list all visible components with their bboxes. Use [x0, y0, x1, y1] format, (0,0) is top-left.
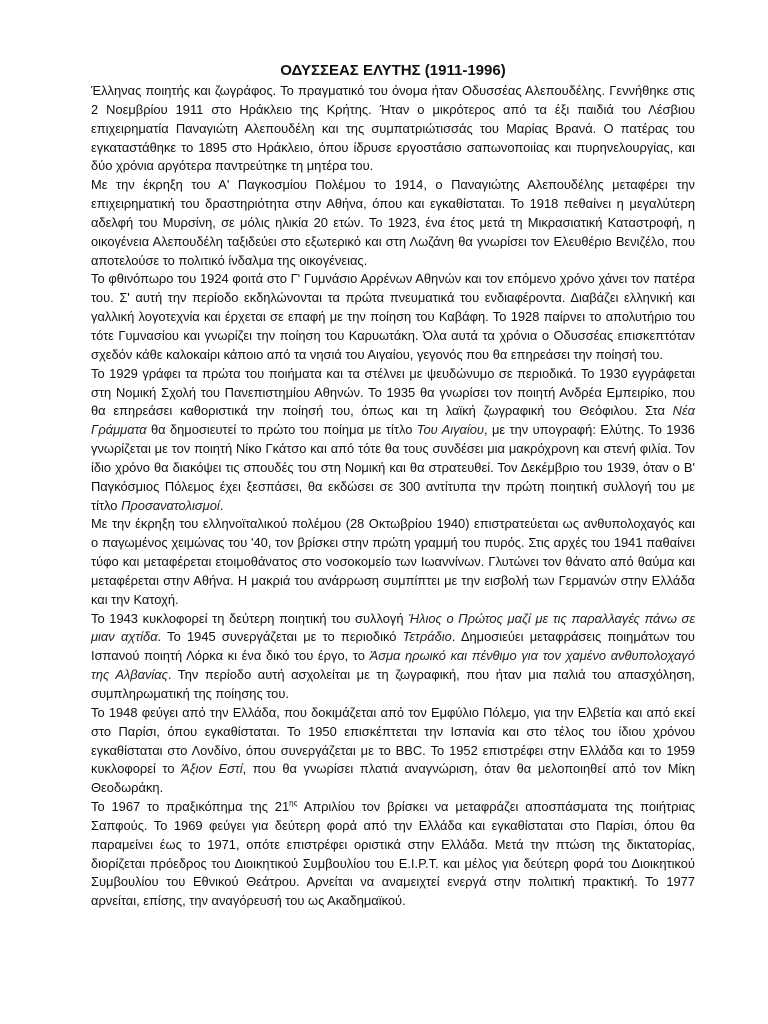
text-run: Το 1948 φεύγει από την Ελλάδα, που δοκιμάζεται από τον Εμφύλιο Πόλεμο, για την Ελβετία και από εκεί στο Παρίσι, όπου εγκαθίσταται. Το 1950 επισκέπτεται την Ισπανία και στο τέλος του ίδιου χρόνου εγκαθίσταται στο Λονδίνο, όπου συνεργάζεται με το BBC. Το 1952 επιστρέφει στην Ελλάδα και το 1959 κυκλοφορεί το: [91, 704, 695, 777]
italic-title: Άξιον Εστί: [181, 761, 243, 777]
text-run: Με την έκρηξη του ελληνοϊταλικού πολέμου (28 Οκτωβρίου 1940) επιστρατεύεται ως ανθυπολοχαγός και ο παγωμένος χειμώνας του '40, τον βρίσκει στην πρώτη γραμμή του πυρός. Στις αρχές του 1941 παθαίνει τύφο και μεταφέρεται ετοιμοθάνατος στο νοσοκομείο των Ιωαννίνων. Γλυτώνει τον θάνατο από θαύμα και μεταφέρεται στην Αθήνα. Η μακριά του ανάρρωση συμπίπτει με την εισβολή των Γερμανών στην Ελλάδα και την Κατοχή.: [91, 516, 695, 607]
paragraph: [91, 365, 695, 516]
text-run: Το φθινόπωρο του 1924 φοιτά στο Γ' Γυμνάσιο Αρρένων Αθηνών και τον επόμενο χρόνο χάνει τον πατέρα του. Σ' αυτή την περίοδο εκδηλώνονται τα πρώτα πνευματικά του ενδιαφέροντα. Διαβάζει ελληνική και γαλλική λογοτεχνία και έρχεται σε επαφή με την ποίηση του Καβάφη. Το 1928 παίρνει το απολυτήριο του τότε Γυμνασίου και γνωρίζει την ποίηση του Καρυωτάκη. Όλα αυτά τα χρόνια ο Οδυσσέας επισκεπτόταν σχεδόν κάθε καλοκαίρι κάποιο από τα νησιά του Αιγαίου, γεγονός που θα επηρεάσει την ποίησή του.: [91, 271, 695, 362]
italic-title: Προσανατολισμοί: [121, 497, 220, 513]
italic-title: Άσμα ηρωικό και πένθιμο για τον χαμένο ανθυπολοχαγό της Αλβανίας: [91, 648, 695, 683]
text-run: Απριλίου τον βρίσκει να μεταφράζει αποσπάσματα της ποιήτριας Σαπφούς. Το 1969 φεύγει για δεύτερη φορά από την Ελλάδα και εγκαθίσταται στο Παρίσι, όπου θα παραμείνει έως το 1971, οπότε επιστρέφει οριστικά στην Ελλάδα. Μετά την πτώση της δικτατορίας, διορίζεται πρόεδρος του Διοικητικού Συμβουλίου του Ε.Ι.Ρ.Τ. και μέλος για δεύτερη φορά του Διοικητικού Συμβουλίου του Εθνικού Θεάτρου. Αρνείται να αναμειχτεί ενεργά στην πολιτική πρακτική. Το 1977 αρνείται, επίσης, την αναγόρευσή του ως Ακαδημαϊκού.: [91, 799, 695, 909]
text-run: Με την έκρηξη του Α' Παγκοσμίου Πολέμου το 1914, ο Παναγιώτης Αλεπουδέλης μεταφέρει την επιχειρηματική του δραστηριότητα στην Αθήνα, όπου και εγκαθίσταται. Το 1918 πεθαίνει η μεγαλύτερη αδελφή του Μυρσίνη, σε μόλις ηλικία 20 ετών. Το 1923, ένα έτος μετά τη Μικρασιατική Καταστροφή, η οικογένεια Αλεπουδέλη ταξιδεύει στο εξωτερικό και στη Λωζάνη θα γνωρίσει τον Ελευθέριο Βενιζέλο, που αποτελούσε το πολιτικό ίνδαλμα της οικογένειας.: [91, 177, 695, 268]
text-run: . Δημοσιεύει μεταφράσεις ποιημάτων του Ισπανού ποιητή Λόρκα κι ένα δικό του έργο, το: [91, 629, 695, 664]
document-page: [91, 60, 695, 911]
document-body: [91, 82, 695, 911]
paragraph: [91, 82, 695, 176]
italic-title: Ήλιος ο Πρώτος μαζί με τις παραλλαγές πάνω σε μιαν αχτίδα: [91, 610, 695, 645]
text-run: . Την περίοδο αυτή ασχολείται με τη ζωγραφική, που ήταν μια παλιά του απασχόληση, συμπληρωματική της ποίησης του.: [91, 667, 695, 701]
paragraph: [91, 515, 695, 609]
text-run: . Το 1945 συνεργάζεται με το περιοδικό: [157, 629, 403, 645]
paragraph: [91, 270, 695, 364]
text-run: , με την υπογραφή: Ελύτης. Το 1936 γνωρίζεται με τον ποιητή Νίκο Γκάτσο και από τότε θα τους συνδέσει μια μακρόχρονη και στενή φιλία. Τον ίδιο χρόνο θα διακόψει τις σπουδές του στη Νομική και θα στρατευθεί. Τον Δεκέμβριο του 1939, όταν ο Β' Παγκόσμιος Πόλεμος έχει ξεσπάσει, θα εκδώσει σε 300 αντίτυπα την πρώτη ποιητική συλλογή του με τίτλο: [91, 422, 695, 513]
paragraph: [91, 610, 695, 704]
text-run: Το 1967 το πραξικόπημα της 21: [91, 799, 290, 815]
italic-title: Νέα Γράμματα: [91, 403, 695, 438]
italic-title: Του Αιγαίου: [416, 422, 485, 438]
document-title: ΟΔΥΣΣΕΑΣ ΕΛΥΤΗΣ (1911-1996): [280, 62, 506, 79]
text-run: θα δημοσιευτεί το πρώτο του ποίημα με τίτλο: [146, 422, 417, 438]
text-run: , που θα γνωρίσει πλατιά αναγνώριση, όταν θα μελοποιηθεί από τον Μίκη Θεοδωράκη.: [91, 761, 696, 796]
paragraph: [91, 176, 695, 270]
text-run: Το 1943 κυκλοφορεί τη δεύτερη ποιητική του συλλογή: [91, 610, 409, 626]
text-run: Έλληνας ποιητής και ζωγράφος. Το πραγματικό του όνομα ήταν Οδυσσέας Αλεπουδέλης. Γεννήθηκε στις 2 Νοεμβρίου 1911 στο Ηράκλειο της Κρήτης. Ήταν ο μικρότερος από τα έξι παιδιά του Λέσβιου επιχειρηματία Παναγιώτη Αλεπουδέλη και της συμπατριώτισσάς του Μαρίας Βρανά. Ο πατέρας του εγκαταστάθηκε το 1895 στο Ηράκλειο, όπου ίδρυσε εργοστάσιο σαπωνοποιίας και πυρηνελουργίας, και δύο χρόνια αργότερα παντρεύτηκε τη μητέρα του.: [91, 83, 695, 174]
text-run: .: [219, 497, 224, 513]
italic-title: Τετράδιο: [402, 629, 452, 645]
text-run: Το 1929 γράφει τα πρώτα του ποιήματα και τα στέλνει με ψευδώνυμο σε περιοδικά. Το 1930 εγγράφεται στη Νομική Σχολή του Πανεπιστημίου Αθηνών. Το 1935 θα γνωρίσει τον ποιητή Ανδρέα Εμπειρίκο, που θα επηρεάσει καθοριστικά την ποίησή του, όπως και τη λαϊκή ζωγραφική του Θεόφιλου. Στα: [91, 365, 695, 419]
paragraph: [91, 798, 695, 911]
paragraph: [91, 704, 695, 798]
superscript: ης: [289, 798, 298, 808]
